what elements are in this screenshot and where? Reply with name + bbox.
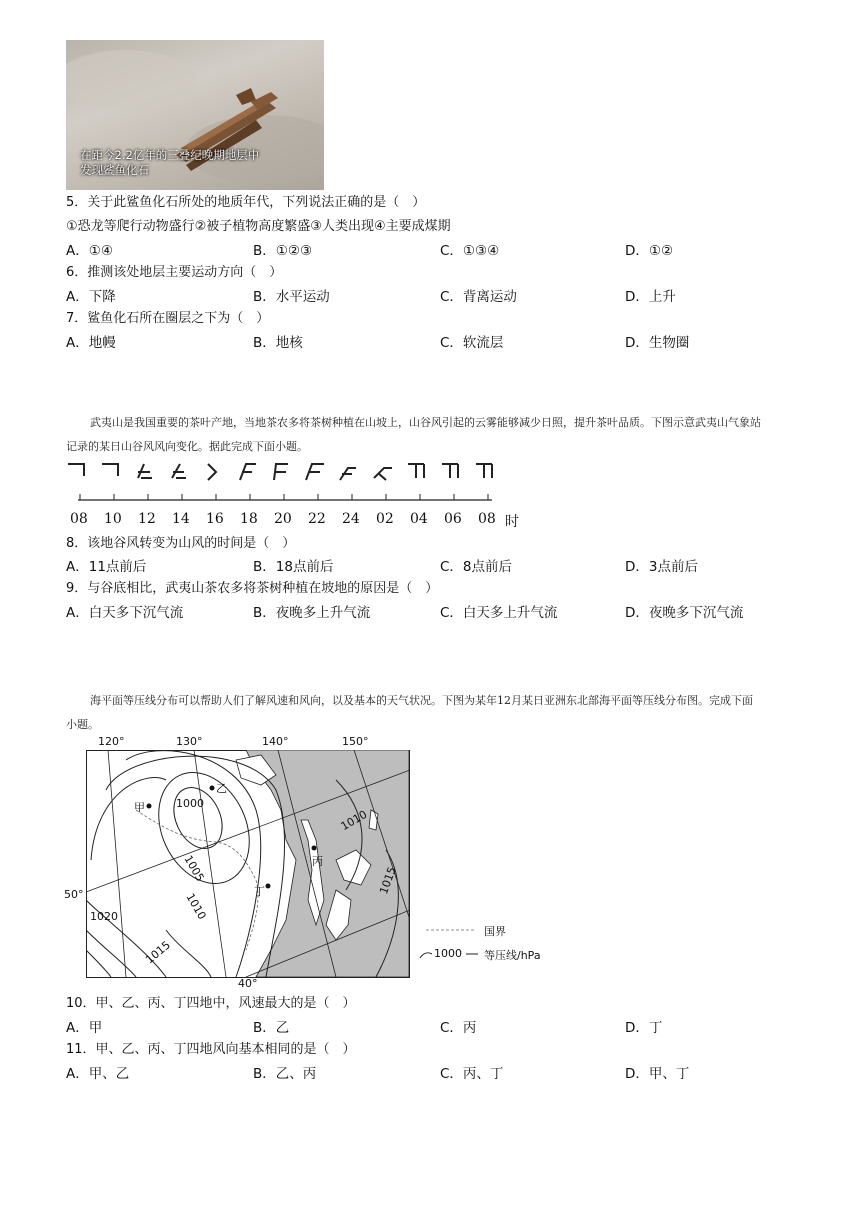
q6-option-b[interactable]: B．水平运动 [253,289,330,305]
wind-chart-hour-label: 22 [308,511,326,527]
wind-chart-ticks [80,494,488,500]
lon-label-150: 150° [342,735,369,748]
wind-chart-hour-label: 02 [376,511,394,527]
wind-chart-symbols [68,464,492,480]
q9-option-c[interactable]: C．白天多上升气流 [440,605,558,621]
intro3-line1: 海平面等压线分布可以帮助人们了解风速和风向，以及基本的天气状况。下图为某年12月某日亚洲东北部海平面等压线分布图。完成下面 [90,694,753,707]
q10-option-a[interactable]: A．甲 [66,1020,103,1036]
q8-stem: 8．该地谷风转变为山风的时间是（ ） [66,536,296,551]
wind-direction-symbol [374,468,392,480]
q10-option-d[interactable]: D．丁 [625,1020,663,1036]
q9-stem: 9．与谷底相比，武夷山茶农多将茶树种植在坡地的原因是（ ） [66,581,439,596]
wind-chart-hour-label: 12 [138,511,156,527]
wind-chart-hour-label: 18 [240,511,258,527]
q10-stem: 10．甲、乙、丙、丁四地中，风速最大的是（ ） [66,996,356,1011]
lat-label-50: 50° [64,888,84,901]
wind-chart-hour-label: 04 [410,511,428,527]
q7-option-d[interactable]: D．生物圈 [625,335,690,351]
q8-option-c[interactable]: C．8点前后 [440,559,513,575]
wind-direction-symbol [138,464,152,478]
q8-option-d[interactable]: D．3点前后 [625,559,698,575]
place-ding-dot [266,884,271,889]
intro3-line2: 小题。 [66,718,99,731]
isobar-label-1010-east: 1010 [338,807,370,834]
q11-option-d[interactable]: D．甲、丁 [625,1066,690,1082]
wind-chart-hour-label: 08 [478,511,496,527]
lon-label-120: 120° [98,735,125,748]
legend-isobar-label: 等压线/hPa [484,949,541,962]
q5-option-d[interactable]: D．①② [625,243,674,259]
wind-direction-symbol [408,464,424,478]
isobar-label-1000: 1000 [176,797,204,810]
lon-label-130: 130° [176,735,203,748]
q11-option-a[interactable]: A．甲、乙 [66,1066,130,1082]
wind-direction-symbol [274,464,288,480]
q7-option-a[interactable]: A．地幔 [66,335,116,351]
wind-chart-hour-label: 06 [444,511,462,527]
place-bing: 丙 [312,855,323,868]
isobar-label-1005: 1005 [181,853,207,884]
wind-direction-symbol [442,464,458,478]
wind-chart-hour-label: 24 [342,511,360,527]
place-jia-dot [147,804,152,809]
wind-chart-unit: 时 [505,514,519,530]
legend-isobar-value: 1000 [434,947,462,960]
wind-direction-symbol [102,464,118,476]
q6-stem: 6．推测该处地层主要运动方向（ ） [66,265,283,280]
wind-chart-hour-label: 10 [104,511,122,527]
place-yi: 乙 [216,782,227,795]
q9-option-a[interactable]: A．白天多下沉气流 [66,605,184,621]
q7-option-b[interactable]: B．地核 [253,335,303,351]
wind-direction-symbol [68,464,84,476]
isobar-label-1015: 1015 [143,938,173,967]
q8-option-b[interactable]: B．18点前后 [253,559,334,575]
q7-option-c[interactable]: C．软流层 [440,335,504,351]
wind-direction-symbol [240,464,256,480]
wind-chart-hour-label: 14 [172,511,190,527]
q11-option-c[interactable]: C．丙、丁 [440,1066,504,1082]
legend-border-label: 国界 [484,925,506,938]
q10-option-c[interactable]: C．丙 [440,1020,477,1036]
wind-chart-hour-label: 16 [206,511,224,527]
lat-label-40: 40° [238,977,258,990]
q5-option-b[interactable]: B．①②③ [253,243,313,259]
q8-option-a[interactable]: A．11点前后 [66,559,147,575]
fossil-photo [66,40,324,190]
photo-caption-line1: 在距今2.2亿年的三叠纪晚期地层中 [80,148,260,162]
wind-chart-hour-label: 20 [274,511,292,527]
q9-option-b[interactable]: B．夜晚多上升气流 [253,605,371,621]
place-ding: 丁 [254,885,265,898]
q7-stem: 7．鲨鱼化石所在圈层之下为（ ） [66,311,270,326]
wind-direction-symbol [172,464,186,478]
place-yi-dot [210,786,215,791]
wind-direction-symbol [306,464,324,480]
wind-chart-hour-label: 08 [70,511,88,527]
q6-option-c[interactable]: C．背离运动 [440,289,517,305]
isobar-label-1010: 1010 [183,891,209,922]
q6-option-a[interactable]: A．下降 [66,289,116,305]
place-bing-dot [312,846,317,851]
wind-direction-chart [60,458,510,508]
intro2-line2: 记录的某日山谷风风向变化。据此完成下面小题。 [66,440,308,453]
wind-direction-symbol [208,464,216,480]
isobar-label-1020: 1020 [90,910,118,923]
isobar-label-1015-east: 1015 [377,865,399,896]
q5-option-a[interactable]: A．①④ [66,243,113,259]
q5-stem: 5．关于此鲨鱼化石所处的地质年代，下列说法正确的是（ ） [66,195,426,210]
q11-stem: 11．甲、乙、丙、丁四地风向基本相同的是（ ） [66,1042,356,1057]
q5-statements: ①恐龙等爬行动物盛行②被子植物高度繁盛③人类出现④主要成煤期 [66,219,451,234]
intro2-line1: 武夷山是我国重要的茶叶产地，当地茶农多将茶树种植在山坡上，山谷风引起的云雾能够减少日照，提升茶叶品质。下图示意武夷山气象站 [90,416,761,429]
q5-option-c[interactable]: C．①③④ [440,243,500,259]
isobar-map [86,750,410,978]
q6-option-d[interactable]: D．上升 [625,289,676,305]
q9-option-d[interactable]: D．夜晚多下沉气流 [625,605,744,621]
q11-option-b[interactable]: B．乙、丙 [253,1066,317,1082]
wind-direction-symbol [340,468,356,480]
q10-option-b[interactable]: B．乙 [253,1020,290,1036]
place-jia: 甲 [134,801,145,814]
lon-label-140: 140° [262,735,289,748]
wind-direction-symbol [476,464,492,478]
photo-caption-line2: 发现鲨鱼化石 [80,163,149,177]
